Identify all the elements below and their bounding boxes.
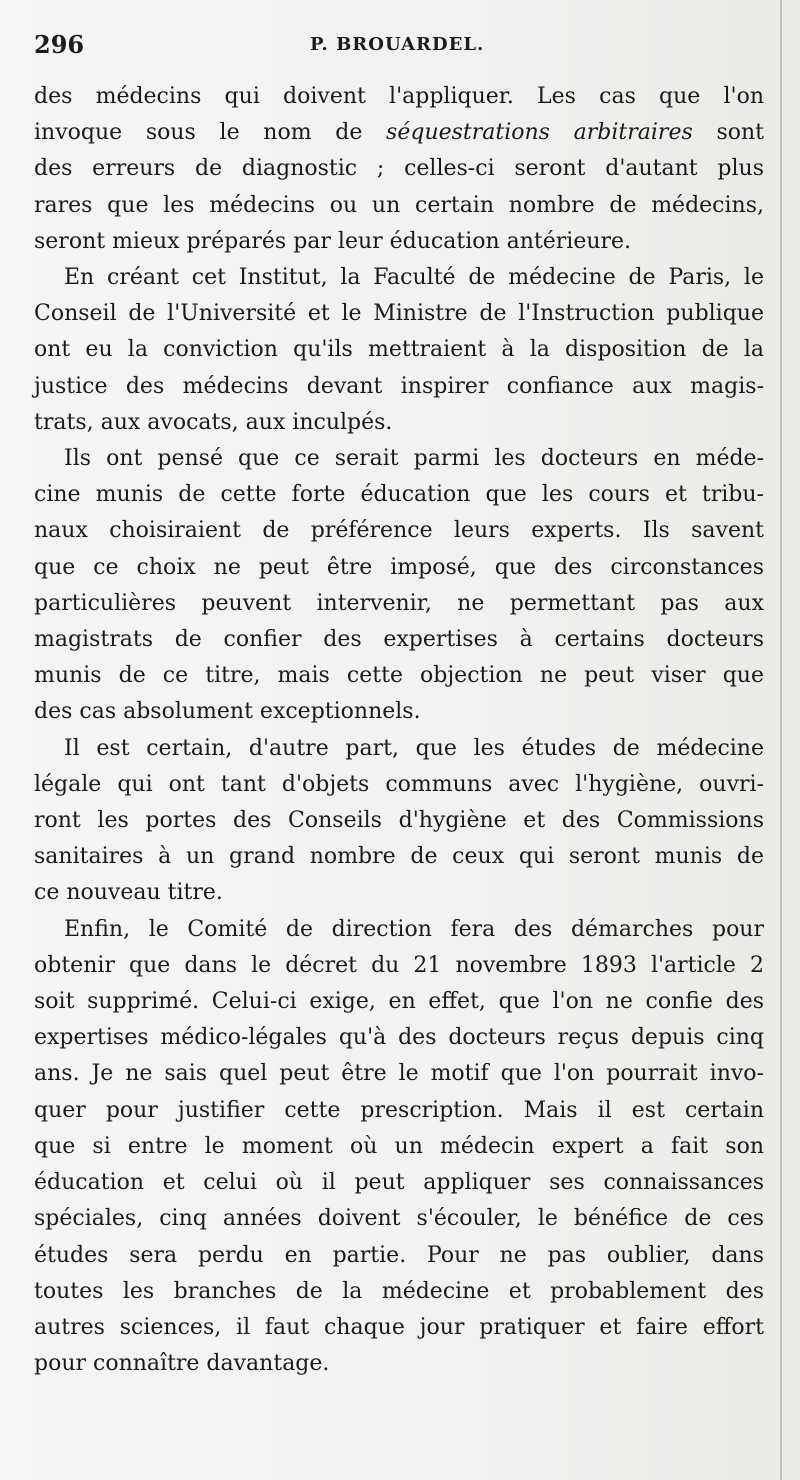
text-line: Enfin, le Comité de direction fera des démarches pour xyxy=(64,916,764,942)
text-line: Il est certain, d'autre part, que les études de médecine xyxy=(64,735,764,761)
text-line: invoque sous le nom de séquestrations arbitraires sont xyxy=(34,120,765,146)
text-line: Ils ont pensé que ce serait parmi les docteurs en méde- xyxy=(64,446,764,472)
page-edge-line xyxy=(780,0,782,1480)
paragraph xyxy=(34,260,764,441)
text-line: sanitaires à un grand nombre de ceux qui seront munis de xyxy=(34,844,764,870)
text-line: ont eu la conviction qu'ils mettraient à la disposition de la xyxy=(34,337,764,363)
text-line: des médecins qui doivent l'appliquer. Les cas que l'on xyxy=(34,84,764,109)
text-line: soit supprimé. Celui-ci exige, en effet, que l'on ne confie des xyxy=(34,989,764,1015)
text-line: ront les portes des Conseils d'hygiène et des Commissions xyxy=(34,808,764,834)
text-line: justice des médecins devant inspirer confiance aux magis- xyxy=(34,373,764,399)
text-line: des erreurs de diagnostic ; celles-ci seront d'autant plus xyxy=(34,156,764,182)
text-line: magistrats de confier des expertises à certains docteurs xyxy=(34,627,764,653)
paragraph xyxy=(34,912,764,1383)
text-line: expertises médico-légales qu'à des docteurs reçus depuis cinq xyxy=(34,1025,764,1051)
text-line: trats, aux avocats, aux inculpés. xyxy=(34,409,393,435)
italic-phrase: séquestrations arbitraires xyxy=(386,120,693,146)
text-line: études sera perdu en partie. Pour ne pas oublier, dans xyxy=(34,1242,764,1268)
paragraph xyxy=(34,731,764,912)
text-line: particulières peuvent intervenir, ne permettant pas aux xyxy=(34,590,764,616)
body-text xyxy=(34,79,764,1382)
text-line: quer pour justifier cette prescription. Mais il est certain xyxy=(34,1097,764,1123)
text-line: seront mieux préparés par leur éducation antérieure. xyxy=(34,228,632,254)
page-header xyxy=(34,30,760,70)
paragraph xyxy=(34,79,764,260)
page-number: 296 xyxy=(34,30,85,59)
text-line: éducation et celui où il peut appliquer ses connaissances xyxy=(34,1170,764,1196)
running-head: P. BROUARDEL. xyxy=(310,34,485,55)
text-line: Conseil de l'Université et le Ministre de l'Instruction publique xyxy=(34,301,764,327)
text-line: En créant cet Institut, la Faculté de médecine de Paris, le xyxy=(64,265,764,291)
text-line: ans. Je ne sais quel peut être le motif que l'on pourrait invo- xyxy=(34,1061,764,1087)
text-line: toutes les branches de la médecine et probablement des xyxy=(34,1278,764,1304)
paragraph xyxy=(34,441,764,731)
text-line: naux choisiraient de préférence leurs experts. Ils savent xyxy=(34,518,764,544)
text-line: cine munis de cette forte éducation que les cours et tribu- xyxy=(34,482,764,508)
text-line: que ce choix ne peut être imposé, que des circonstances xyxy=(34,554,764,580)
text-line: légale qui ont tant d'objets communs avec l'hygiène, ouvri- xyxy=(34,771,764,797)
text-line: que si entre le moment où un médecin expert a fait son xyxy=(34,1133,764,1159)
text-line: pour connaître davantage. xyxy=(34,1351,330,1377)
text-line: spéciales, cinq années doivent s'écouler, le bénéfice de ces xyxy=(34,1206,764,1232)
text-line: autres sciences, il faut chaque jour pratiquer et faire effort xyxy=(34,1314,764,1340)
text-line: obtenir que dans le décret du 21 novembre 1893 l'article 2 xyxy=(34,952,764,978)
text-line: ce nouveau titre. xyxy=(34,880,223,906)
text-line: munis de ce titre, mais cette objection ne peut viser que xyxy=(34,663,764,689)
text-line: des cas absolument exceptionnels. xyxy=(34,699,421,725)
text-line: rares que les médecins ou un certain nombre de médecins, xyxy=(34,192,764,218)
